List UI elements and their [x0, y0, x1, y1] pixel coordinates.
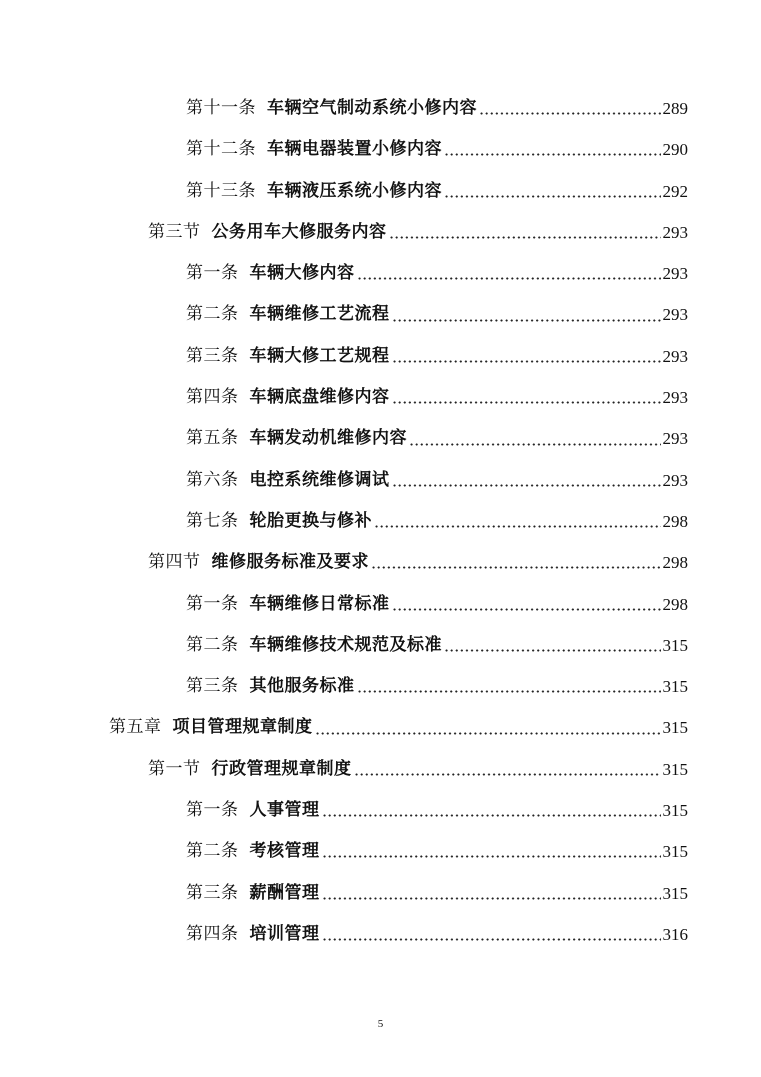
toc-entry[interactable] [0, 914, 761, 955]
toc-entry[interactable] [0, 418, 761, 459]
toc-dot-leader [354, 761, 661, 778]
toc-entry-title: 公务用车大修服务内容 [211, 221, 387, 242]
toc-entry-number: 第三条 [186, 882, 239, 903]
toc-entry[interactable] [0, 253, 761, 294]
toc-entry-number: 第七条 [186, 510, 239, 531]
toc-entry-page: 293 [662, 429, 688, 449]
toc-dot-leader [322, 843, 661, 860]
toc-entry[interactable] [0, 88, 761, 129]
toc-entry-number: 第六条 [186, 469, 239, 490]
toc-entry-title: 车辆维修工艺流程 [249, 304, 390, 325]
toc-dot-leader [315, 720, 661, 737]
toc-entry-page: 293 [662, 222, 688, 242]
toc-dot-leader [322, 926, 661, 943]
toc-entry[interactable] [0, 129, 761, 170]
toc-entry-page: 289 [662, 99, 688, 118]
toc-entry-number: 第五条 [186, 428, 239, 449]
toc-entry[interactable] [0, 294, 761, 335]
toc-entry[interactable] [0, 542, 761, 583]
toc-entry-page: 315 [662, 801, 688, 821]
toc-entry-page: 293 [662, 388, 688, 408]
toc-entry-number: 第四节 [148, 552, 201, 573]
toc-entry[interactable] [0, 171, 761, 212]
toc-entry[interactable] [0, 831, 761, 872]
toc-entry-number: 第十二条 [186, 139, 256, 160]
toc-entry[interactable] [0, 873, 761, 914]
toc-entry-page: 316 [662, 924, 688, 944]
toc-entry[interactable] [0, 212, 761, 253]
toc-entry-page: 298 [662, 511, 688, 531]
toc-entry-title: 车辆大修内容 [249, 263, 355, 284]
toc-dot-leader [392, 596, 661, 613]
toc-entry-number: 第四条 [186, 387, 239, 408]
toc-entry-number: 第一节 [148, 758, 201, 779]
toc-dot-leader [479, 100, 661, 117]
toc-entry-page: 292 [662, 181, 688, 201]
toc-entry-page: 290 [662, 140, 688, 160]
toc-entry-title: 轮胎更换与修补 [249, 510, 372, 531]
toc-entry-title: 电控系统维修调试 [249, 469, 390, 490]
toc-entry-title: 车辆底盘维修内容 [249, 387, 390, 408]
toc-entry[interactable] [0, 666, 761, 707]
toc-dot-leader [444, 637, 661, 654]
toc-entry-page: 315 [662, 635, 688, 655]
toc-dot-leader [392, 348, 661, 365]
toc-entry-title: 车辆维修日常标准 [249, 593, 390, 614]
toc-entry-title: 薪酬管理 [249, 882, 320, 903]
toc-entry-title: 人事管理 [249, 800, 320, 821]
toc-entry-number: 第一条 [186, 800, 239, 821]
toc-entry-title: 培训管理 [249, 923, 320, 944]
toc-entry-number: 第一条 [186, 593, 239, 614]
toc-entry[interactable] [0, 460, 761, 501]
toc-entry-number: 第三条 [186, 676, 239, 697]
table-of-contents [0, 88, 761, 955]
toc-entry-page: 293 [662, 346, 688, 366]
toc-entry[interactable] [0, 584, 761, 625]
toc-entry[interactable] [0, 501, 761, 542]
toc-entry-title: 车辆电器装置小修内容 [267, 139, 442, 160]
toc-entry-number: 第二条 [186, 634, 239, 655]
toc-dot-leader [392, 389, 661, 406]
page-number: 5 [377, 1018, 384, 1030]
toc-entry-page: 315 [662, 883, 688, 903]
toc-entry-page: 298 [662, 594, 688, 614]
toc-entry-title: 其他服务标准 [249, 676, 355, 697]
toc-dot-leader [392, 307, 661, 324]
toc-entry-page: 315 [662, 718, 688, 738]
toc-dot-leader [374, 513, 661, 530]
toc-dot-leader [444, 183, 661, 200]
toc-entry-number: 第三节 [148, 221, 201, 242]
toc-entry[interactable] [0, 749, 761, 790]
toc-entry-page: 293 [662, 305, 688, 325]
toc-entry-number: 第二条 [186, 304, 239, 325]
toc-entry-number: 第二条 [186, 841, 239, 862]
toc-dot-leader [322, 802, 661, 819]
toc-dot-leader [444, 141, 661, 158]
toc-entry[interactable] [0, 790, 761, 831]
toc-entry-title: 车辆发动机维修内容 [249, 428, 407, 449]
toc-entry-number: 第三条 [186, 345, 239, 366]
toc-entry-number: 第四条 [186, 923, 239, 944]
toc-entry-page: 315 [662, 677, 688, 697]
toc-entry[interactable] [0, 336, 761, 377]
toc-dot-leader [371, 554, 661, 571]
toc-entry[interactable] [0, 707, 761, 748]
toc-entry-page: 315 [662, 842, 688, 862]
toc-entry-title: 车辆维修技术规范及标准 [249, 634, 442, 655]
toc-entry-title: 车辆液压系统小修内容 [267, 180, 442, 201]
toc-dot-leader [409, 431, 661, 448]
toc-entry-number: 第十三条 [186, 180, 256, 201]
toc-entry[interactable] [0, 377, 761, 418]
toc-entry-number: 第一条 [186, 263, 239, 284]
toc-dot-leader [392, 472, 661, 489]
toc-entry-title: 车辆大修工艺规程 [249, 345, 390, 366]
toc-dot-leader [322, 885, 661, 902]
toc-entry-title: 项目管理规章制度 [172, 717, 313, 738]
toc-entry-number: 第十一条 [186, 98, 256, 118]
toc-entry-number: 第五章 [109, 717, 162, 738]
toc-entry[interactable] [0, 625, 761, 666]
toc-entry-page: 293 [662, 264, 688, 284]
toc-entry-title: 维修服务标准及要求 [211, 552, 369, 573]
toc-entry-page: 315 [662, 759, 688, 779]
toc-entry-title: 行政管理规章制度 [211, 758, 352, 779]
toc-entry-title: 车辆空气制动系统小修内容 [267, 98, 477, 118]
toc-entry-page: 293 [662, 470, 688, 490]
toc-entry-title: 考核管理 [249, 841, 320, 862]
toc-dot-leader [357, 678, 661, 695]
toc-dot-leader [357, 265, 661, 282]
toc-dot-leader [389, 224, 661, 241]
toc-entry-page: 298 [662, 553, 688, 573]
